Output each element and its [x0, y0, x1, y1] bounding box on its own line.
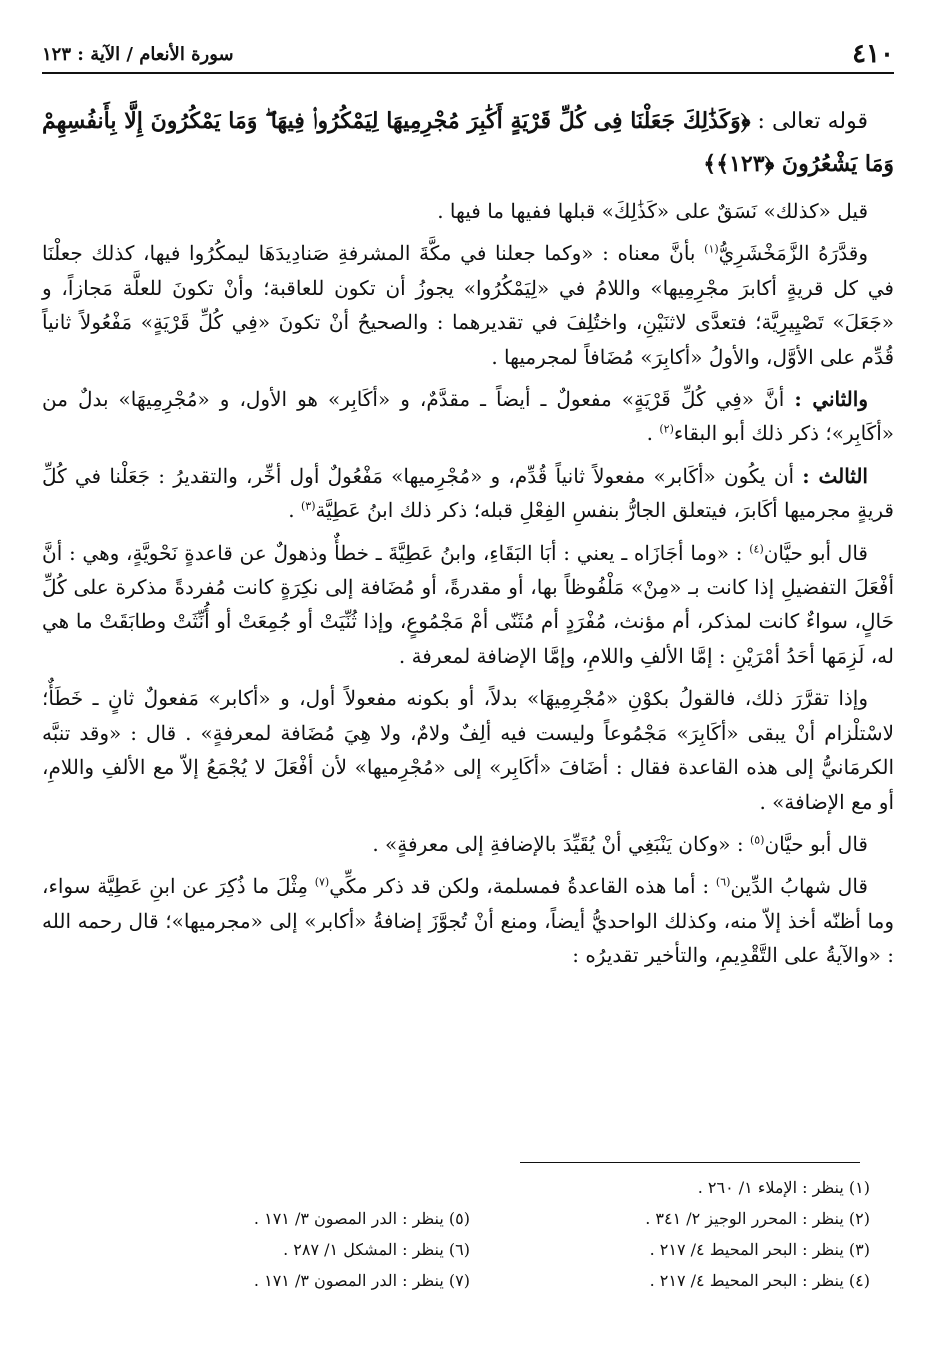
footnote-empty	[70, 1172, 470, 1203]
paragraph-5	[42, 536, 894, 674]
footnote-row	[70, 1265, 870, 1296]
footnote-1: (١) ينظر : الإملاء ١/ ٢٦٠ .	[697, 1178, 870, 1197]
section-lead-third: الثالث :	[802, 463, 868, 488]
running-title: سورة الأنعام / الآية : ١٢٣	[42, 43, 234, 65]
paragraph-8-text: مِثْلَ ما ذُكِرَ عن ابنِ عَطِيَّة سواء، وما أظنّه أخذ إلاّ منه، وكذلك الواحديُّ أيضاً، ومنع أنْ تُجوَّزَ إضافةُ «أكابر» إلى «مجرميها»؛ قال رحمه الله : «والآيةُ على التَّقْدِيمِ، والتأخير تقديرُه :	[42, 874, 894, 968]
footnote-ref-6: (٦)	[715, 875, 731, 889]
footnote-row	[70, 1234, 870, 1265]
paragraph-6: وإذا تقرَّرَ ذلك، فالقولُ بكوْنِ «مُجْرِمِيهَا» بدلاً، أو بكونه مفعولاً أول، و «أكابر» مَفعولٌ ثانٍ ـ خَطَأٌ؛ لاسْتلْزام أنْ يبقى «أكَابِرَ» مَجْمُوعاً وليست فيه ألِفٌ ولامٌ، ولا هِيَ مُضَافة لمعرفةٍ» . قال : «وقد تنبَّه الكرمَانيُّ إلى هذه القاعدة فقال : أضَافَ «أكَابِر» إلى «مُجْرِميها» لأن أفْعَلَ لا يُجْمَعُ إلاّ مع الألفِ واللامِ، أو مع الإضافة» .	[42, 686, 894, 814]
footnote-ref-1: (١)	[704, 242, 719, 256]
paragraph-5-start: قال أبو حيَّان	[763, 540, 868, 565]
main-text	[42, 100, 894, 981]
paragraph-8-middle: : أما هذه القاعدةُ فمسلمة، ولكن قد ذكر مكِّي	[329, 874, 716, 899]
section-lead-second: والثاني :	[794, 387, 868, 412]
footnote-7: (٧) ينظر : الدر المصون ٣/ ١٧١ .	[253, 1271, 470, 1290]
paragraph-4-text: أن يكُون «أكَابر» مفعولاً ثانياً قُدِّم، و «مُجْرِميها» مَفْعُولٌ أول أخِّر، والتقديرُ : جَعَلْنا في كُلِّ قريةٍ مجرميها أكَابرَ، فيتعلق الجارُّ بنفسِ الفِعْلِ قبله؛ ذكر ذلك ابنُ عَطِيَّة	[42, 463, 894, 523]
paragraph-7-text: : «وكان يَنْبَغِي أنْ يُقَيِّدَ بالإضافةِ إلى معرفةٍ» .	[372, 831, 750, 856]
quran-verse: ﴿وَكَذَٰلِكَ جَعَلْنَا فِى كُلِّ قَرْيَةٍ أَكَٰبِرَ مُجْرِمِيهَا لِيَمْكُرُوا۟ فِيهَا ۖ وَمَا يَمْكُرُونَ إِلَّا بِأَنفُسِهِمْ وَمَا يَشْعُرُونَ ﴿١٢٣﴾﴾	[42, 108, 894, 177]
footnote-row	[70, 1172, 870, 1203]
quran-verse-line	[42, 100, 894, 186]
paragraph-8-start: قال شهابُ الدِّين	[730, 874, 868, 899]
footnote-6: (٦) ينظر : المشكل ١/ ٢٨٧ .	[283, 1240, 470, 1259]
footnotes	[70, 1172, 870, 1296]
paragraph-4-end: .	[288, 498, 301, 523]
paragraph-5-text: : «وما أجَازَاه ـ يعني : أبَا البَقَاءِ، وابنُ عَطِيَّةَ ـ خطأٌ وذهولٌ عن قاعدةٍ نَحْويَّةٍ، وهي : أنَّ أفْعَلَ التفضيلِ إذا كانت بـ «مِنْ» مَلْفُوظاً بها، أو مقدرةً، أو مُضَافة إلى نكِرَةٍ كانت مُفردةً مذكرة على كُلِّ حَالٍ، سواءٌ كانت لمذكر، أم مؤنث، مُفْرَدٍ أم مُثَنّى أمْ مَجْمُوعٍ، وإذا ثُنِّيَتْ أو جُمِعَتْ أو أُنِّثَتْ وطابَقَتْ ما هي له، لَزِمَها أحَدُ أمْرَيْنِ : إمَّا الألفِ واللامِ، وإمَّا الإضافة لمعرفة .	[42, 540, 894, 668]
paragraph-1: قيل «كذلك» نَسَقٌ على «كَذَٰلِكَ» قبلها ففيها ما فيها .	[437, 199, 868, 223]
footnote-ref-5: (٥)	[749, 833, 765, 847]
footnote-ref-7: (٧)	[314, 875, 330, 889]
paragraph-3-text: أنَّ «فِي كُلِّ قَرْيَةٍ» مفعولٌ ـ أيضاً ـ مقدَّمٌ، و «أكَابِر» هو الأول، و «مُجْرِمِيهَا» بدلٌ من «أكَابِر»؛ ذكر ذلك أبو البقاء	[42, 387, 894, 446]
footnote-ref-2: (٢)	[659, 422, 674, 436]
footnote-row	[70, 1203, 870, 1234]
paragraph-2	[42, 236, 894, 374]
paragraph-3	[42, 382, 894, 451]
paragraph-2-text: بأنَّ معناه : «وكما جعلنا في مكَّةَ المشرفةِ صَنادِيدَهَا ليمكُرُوا فيها، كذلك جعلْنَا في كل قريةٍ أكابرَ مجْرِمِيها» واللامُ في «لِيَمْكُرُوا» يجوزُ أن تكون للعاقبة؛ وأنْ تكونَ للعلَّة مَجازاً، و «جَعَلَ» تَصْيِيرِيَّة؛ فتعدَّى لاثنَيْنِ، واختُلِفَ في تقديرهما : والصحيحُ أنْ تكونَ «فِي كُلِّ قَرْيَةٍ» مَفْعُولاً ثانياً قُدِّم على الأوَّل، والأولُ «أكابِرَ» مُضَافاً لمجرميها .	[42, 241, 894, 369]
paragraph-2-start: وقدَّرَهُ الزَّمَخْشَرِيُّ	[718, 241, 868, 266]
paragraph-7	[42, 827, 894, 861]
page-number: ٤١٠	[852, 39, 894, 69]
footnote-5: (٥) ينظر : الدر المصون ٣/ ١٧١ .	[253, 1209, 470, 1228]
footnote-ref-3: (٣)	[300, 499, 316, 513]
paragraph-8	[42, 869, 894, 972]
page-header	[42, 36, 894, 74]
footnote-3: (٣) ينظر : البحر المحيط ٤/ ٢١٧ .	[649, 1240, 870, 1259]
footnote-ref-4: (٤)	[749, 542, 764, 555]
paragraph-4	[42, 459, 894, 528]
footnote-4: (٤) ينظر : البحر المحيط ٤/ ٢١٧ .	[649, 1271, 870, 1290]
verse-intro: قوله تعالى :	[757, 109, 868, 134]
footnote-2: (٢) ينظر : المحرر الوجيز ٢/ ٣٤١ .	[645, 1209, 870, 1228]
paragraph-3-end: .	[646, 421, 660, 446]
paragraph-7-start: قال أبو حيَّان	[764, 831, 868, 856]
footnote-divider	[520, 1162, 860, 1163]
